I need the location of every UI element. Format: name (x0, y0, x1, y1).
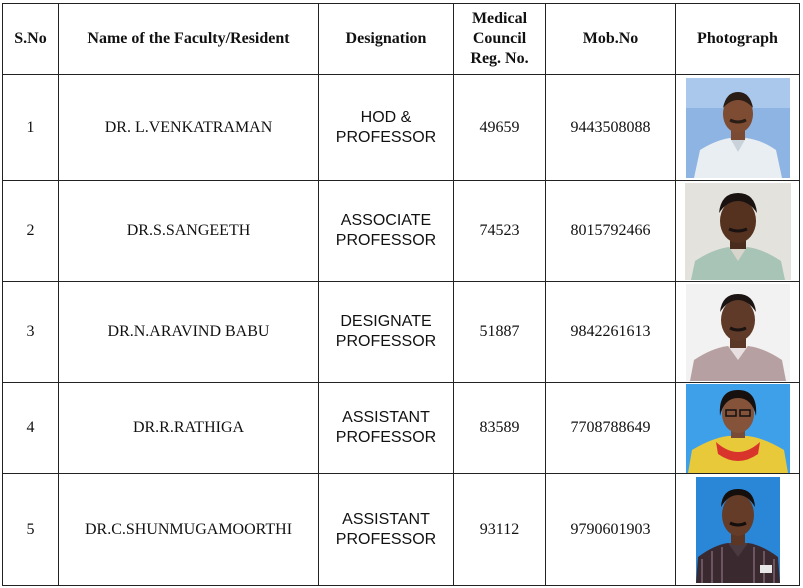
row-mobile: 7708788649 (546, 383, 676, 474)
faculty-photo (686, 78, 790, 178)
header-row (3, 4, 800, 75)
row-name: DR.N.ARAVIND BABU (59, 282, 319, 383)
table-row (3, 383, 800, 474)
row-mobile: 9443508088 (546, 75, 676, 181)
designation-line2: PROFESSOR (335, 429, 437, 446)
designation-line1: ASSOCIATE (340, 212, 432, 229)
designation-line1: ASSISTANT (342, 510, 430, 528)
row-photo-cell (676, 383, 800, 474)
header-reg-line2: Council (472, 30, 527, 47)
header-sno: S.No (3, 4, 59, 75)
table-row (3, 181, 800, 282)
row-photo-cell (676, 474, 800, 586)
row-photo-cell (676, 282, 800, 383)
faculty-photo (686, 284, 790, 381)
row-sno: 4 (3, 383, 59, 474)
row-photo-cell (676, 181, 800, 282)
row-name: DR. L.VENKATRAMAN (59, 75, 319, 181)
header-mobile: Mob.No (546, 4, 676, 75)
row-designation (319, 383, 454, 474)
row-photo-cell (676, 75, 800, 181)
row-designation (319, 181, 454, 282)
faculty-photo (685, 183, 791, 280)
row-reg-no: 74523 (454, 181, 546, 282)
designation-line2: PROFESSOR (335, 232, 437, 249)
row-reg-no: 49659 (454, 75, 546, 181)
table-row (3, 75, 800, 181)
faculty-photo (686, 384, 790, 473)
designation-line2: PROFESSOR (335, 530, 437, 548)
row-designation (319, 474, 454, 586)
row-mobile: 9790601903 (546, 474, 676, 586)
row-sno: 5 (3, 474, 59, 586)
row-name: DR.C.SHUNMUGAMOORTHI (59, 474, 319, 586)
row-reg-no: 83589 (454, 383, 546, 474)
row-name: DR.R.RATHIGA (59, 383, 319, 474)
row-sno: 2 (3, 181, 59, 282)
header-name: Name of the Faculty/Resident (59, 4, 319, 75)
row-mobile: 8015792466 (546, 181, 676, 282)
header-reg-no (454, 4, 546, 75)
header-reg-line3: Reg. No. (470, 50, 529, 67)
header-reg-line1: Medical (471, 10, 528, 27)
row-sno: 3 (3, 282, 59, 383)
header-photo: Photograph (676, 4, 800, 75)
row-mobile: 9842261613 (546, 282, 676, 383)
row-designation (319, 75, 454, 181)
faculty-photo (696, 477, 780, 583)
designation-line1: HOD & (360, 108, 412, 126)
faculty-table (2, 3, 800, 586)
designation-line1: DESIGNATE (340, 313, 432, 330)
designation-line2: PROFESSOR (335, 128, 437, 146)
row-name: DR.S.SANGEETH (59, 181, 319, 282)
row-reg-no: 51887 (454, 282, 546, 383)
designation-line1: ASSISTANT (342, 409, 430, 426)
table-row (3, 282, 800, 383)
row-designation (319, 282, 454, 383)
designation-line2: PROFESSOR (335, 333, 437, 350)
row-sno: 1 (3, 75, 59, 181)
table-row (3, 474, 800, 586)
header-designation: Designation (319, 4, 454, 75)
row-reg-no: 93112 (454, 474, 546, 586)
